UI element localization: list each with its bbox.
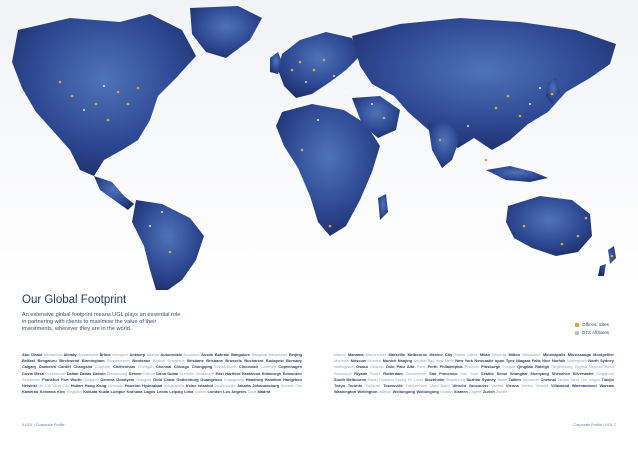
city-name: Shenzhen <box>551 370 570 376</box>
city-name: Denver <box>128 370 142 376</box>
city-name: Bucharest <box>244 358 264 364</box>
city-name: Warsaw <box>599 383 615 389</box>
city-name: Gold Coast <box>153 376 175 382</box>
city-name: Amsterdam <box>77 352 98 357</box>
intro-text: An extensive global footprint means UGL plays an essential role in partnering with clients to maximise the value of their investments, wherever they are in the world. <box>22 312 181 333</box>
city-name: Canberra <box>38 364 56 370</box>
city-name: Budapest <box>265 358 284 364</box>
city-name: Boston <box>152 358 165 364</box>
city-name: Bloemfontein <box>107 358 130 364</box>
city-name: Charlotte <box>94 364 111 370</box>
city-name: Tarra <box>570 376 580 382</box>
city-name: Almaty <box>63 352 77 357</box>
city-name: Zwolle <box>496 389 508 395</box>
city-name: East Hartford <box>215 370 241 376</box>
city-name: Shenyang <box>530 370 549 376</box>
city-name: Abu Dhabi <box>22 352 43 357</box>
city-name: Sacramento <box>405 370 427 376</box>
city-name: Edinburgh <box>261 370 282 376</box>
city-name: Oslo <box>385 364 395 370</box>
city-name: Phoenix <box>464 364 479 370</box>
city-name: Tokyo <box>334 383 346 389</box>
city-name: Belfast <box>22 358 35 364</box>
footer-left: 6 UGL | Corporate Profile <box>22 423 65 427</box>
city-name: Riyadh <box>354 370 368 376</box>
city-name: Cardiff <box>58 364 71 370</box>
city-name: Suzhou <box>466 376 481 382</box>
city-name: Rennes <box>589 364 603 370</box>
city-name: Orlando <box>369 364 384 370</box>
city-name: Johannesburg <box>252 383 280 389</box>
city-name: Rotterdam <box>383 370 403 376</box>
city-name: Philadelphia <box>439 364 463 370</box>
city-name: Nottingham <box>566 358 587 364</box>
city-name: Brisbane <box>206 358 223 364</box>
city-name: Edmonton <box>282 370 302 376</box>
city-name: Ulan Bator <box>429 383 450 389</box>
city-name: Wollongong <box>392 389 416 395</box>
city-name: Bahrain <box>214 352 230 357</box>
city-name: Leipzig <box>169 389 183 395</box>
city-name: Arrington <box>112 352 128 357</box>
city-name: Washington <box>334 389 357 395</box>
city-name: Lima <box>184 389 194 395</box>
city-name: Victoria <box>535 383 549 389</box>
city-name: Reno <box>604 364 615 370</box>
city-name: Detroit <box>143 370 155 376</box>
city-name: Brisbane <box>187 358 204 364</box>
city-name: Basseterre <box>268 352 288 357</box>
city-name: Dubai <box>167 370 179 376</box>
city-name: San José <box>460 370 479 376</box>
city-name: Norfolk <box>551 358 566 364</box>
city-name: Brussels <box>225 358 242 364</box>
city-name: Osaka <box>356 364 368 370</box>
city-name: Glasgow <box>83 376 99 382</box>
city-name: Jacksonville <box>214 383 236 389</box>
city-name: Gothenburg <box>176 376 199 382</box>
city-name: Irvine <box>186 383 197 389</box>
city-name: Houston <box>124 383 141 389</box>
city-name: Madrid <box>257 389 271 395</box>
city-name: Kawerau <box>22 389 39 395</box>
city-name: Mexico City <box>429 352 453 357</box>
city-name: Perth <box>427 364 438 370</box>
city-name: Vienna <box>505 383 519 389</box>
city-name: Bangkok <box>251 352 267 357</box>
city-name: Chennai <box>156 364 172 370</box>
city-name: London <box>207 389 222 395</box>
city-name: Auburndale <box>160 352 183 357</box>
city-name: Paris <box>416 364 426 370</box>
city-name: Niagara Falls <box>516 358 541 364</box>
city-name: St. Louis <box>407 376 424 382</box>
city-name: Sydney <box>481 376 496 382</box>
city-name: Leeds <box>156 389 168 395</box>
city-name: Mississauga <box>567 352 591 357</box>
city-name: Rome <box>370 370 381 376</box>
city-name: Pittsburgh <box>480 364 501 370</box>
city-name: Twickenham <box>405 383 428 389</box>
city-name: Stockholm <box>424 376 445 382</box>
city-name: Vilnius <box>521 383 533 389</box>
city-name: Nice <box>542 358 551 364</box>
city-name: Istanbul <box>198 383 213 389</box>
city-name: Regina <box>574 364 588 370</box>
city-name: Bordeaux <box>132 358 151 364</box>
city-name: Jakarta <box>237 383 251 389</box>
city-name: Chengdu <box>137 364 154 370</box>
city-name: Kelowna <box>39 389 56 395</box>
city-name: Newcastle upon Tyne <box>474 358 515 364</box>
city-name: Hamburg <box>245 376 263 382</box>
city-name: Zurich <box>482 389 495 395</box>
city-name: Tampa <box>557 376 569 382</box>
city-name: Glasgow <box>136 376 152 382</box>
city-name: Chongqing <box>191 364 213 370</box>
city-name: Tamworth <box>522 376 540 382</box>
city-name: Ho Chi Minh City <box>38 383 70 389</box>
city-name: Calgary <box>22 364 37 370</box>
city-name: Los Angeles <box>223 389 247 395</box>
city-name: Bratislava <box>167 358 185 364</box>
city-name: Dandenong <box>107 370 128 376</box>
city-name: Frankfurt <box>42 376 60 382</box>
city-name: Mumbai <box>367 358 382 364</box>
city-name: Atlanta <box>146 352 159 357</box>
legend-affiliates-label: DTZ Affiliates <box>582 330 610 335</box>
city-name: Birchwood <box>59 358 80 364</box>
city-name: Singapore <box>596 370 615 376</box>
city-name: North Sydney <box>588 358 614 364</box>
city-name: Eindhoven <box>22 376 41 382</box>
city-name: Burnaby <box>286 358 302 364</box>
city-name: Vancouver <box>468 383 489 389</box>
city-name: Warrnambool <box>571 383 597 389</box>
city-name: Copenhagen <box>278 364 302 370</box>
city-name: Marseille <box>388 352 406 357</box>
city-name: Kiev <box>57 389 66 395</box>
city-name: Shanghai <box>509 370 528 376</box>
city-name: Alexandria <box>43 352 62 357</box>
city-name: Tallinn <box>508 376 521 382</box>
city-name: Lisbon <box>194 389 207 395</box>
city-name: Seoul <box>496 370 508 376</box>
city-name: Chennai <box>540 376 556 382</box>
city-name: Kingston <box>66 389 82 395</box>
city-name: Villawood <box>551 383 570 389</box>
legend-offices <box>575 322 609 327</box>
city-name: Kolkata <box>83 389 98 395</box>
city-name: Chicago <box>173 364 190 370</box>
city-name: Eastwood <box>241 370 261 376</box>
city-name: Hamilton <box>264 376 282 382</box>
city-name: Darwin <box>92 370 106 376</box>
page-title: Our Global Footprint <box>22 294 127 306</box>
offices-swatch-icon <box>575 323 579 327</box>
city-name: Wuhan <box>440 389 453 395</box>
city-name: Bangalore <box>231 352 251 357</box>
city-name: Miami <box>454 352 465 357</box>
city-name: Dallas <box>79 370 92 376</box>
city-name: Manchester <box>365 352 387 357</box>
city-name: Nanjing <box>397 358 413 364</box>
city-name: Strasbourg <box>445 376 465 382</box>
city-list-right <box>334 352 614 395</box>
city-name: Silverwater <box>572 370 594 376</box>
city-name: Kansas City <box>280 383 302 389</box>
city-name: Malmö <box>334 352 346 357</box>
city-name: Xiamen <box>453 389 468 395</box>
city-name: Zagreb <box>469 389 482 395</box>
city-name: Århus <box>99 352 111 357</box>
city-name: Goodyear <box>116 376 135 382</box>
city-name: Palo Alto <box>396 364 415 370</box>
city-name: Antwerp <box>129 352 146 357</box>
city-name: Courbevoie <box>45 370 66 376</box>
city-name: Cheltenham <box>112 364 136 370</box>
city-name: Lakes <box>467 352 478 357</box>
city-name: Kuala Lumpur <box>98 389 126 395</box>
city-name: Birmingham <box>81 358 105 364</box>
city-name: Milton <box>508 352 520 357</box>
legend-affiliates <box>575 330 609 335</box>
city-name: Lagos <box>143 389 156 395</box>
city-name: Montréal <box>334 358 350 364</box>
affiliates-swatch-icon <box>575 331 579 335</box>
city-name: Kwinana <box>126 389 143 395</box>
city-name: Austin <box>201 352 214 357</box>
city-name: Taipei <box>497 376 508 382</box>
map-legend <box>575 322 609 338</box>
city-name: Wellington <box>357 389 378 395</box>
city-name: Wollongong <box>416 389 439 395</box>
city-name: Richmond <box>334 370 352 376</box>
city-name: Melbourne <box>407 352 428 357</box>
city-name: Utrecht <box>452 383 467 389</box>
city-name: Manama <box>347 352 364 357</box>
city-name: New Delhi <box>435 358 454 364</box>
city-name: Cincinnati <box>239 364 258 370</box>
city-name: Toronto <box>347 383 363 389</box>
footer-right: Corporate Profile | UGL 7 <box>573 423 616 427</box>
city-name: Hobart <box>70 383 84 389</box>
city-name: Honolulu <box>107 383 124 389</box>
heading-block <box>22 294 322 334</box>
city-name: Prague <box>502 364 516 370</box>
city-name: Townsville <box>383 383 403 389</box>
city-name: Indianapolis <box>163 383 185 389</box>
city-name: Seattle <box>481 370 494 376</box>
city-name: Hong Kong <box>84 383 107 389</box>
city-name: Christchurch <box>214 364 237 370</box>
city-name: Regensburg <box>551 364 573 370</box>
city-name: South Melbourne <box>334 376 367 382</box>
city-name: Guangzhou <box>200 376 222 382</box>
city-name: New York <box>455 358 473 364</box>
city-name: Nottingham <box>334 364 354 370</box>
city-name: Hangzhou <box>283 376 302 382</box>
city-name: Hyderabad <box>142 383 163 389</box>
city-name: Costa Mesa <box>22 370 44 376</box>
city-name: Guangdong <box>223 376 244 382</box>
city-name: Vantaa <box>491 383 504 389</box>
city-name: Milwaukee <box>522 352 541 357</box>
city-name: Milperra <box>492 352 507 357</box>
city-name: Changsha <box>73 364 93 370</box>
city-list-left <box>22 352 302 395</box>
city-name: Dunedin <box>179 370 195 376</box>
city-name: Dalian <box>66 370 79 376</box>
city-name: Fort Worth <box>61 376 82 382</box>
city-name: Düsseldorf <box>195 370 215 376</box>
city-name: Toulouse <box>364 383 381 389</box>
city-name: Spring <box>395 376 407 382</box>
city-name: Geneva <box>100 376 115 382</box>
city-name: Munich <box>382 358 397 364</box>
city-name: South Portland <box>367 376 394 382</box>
city-name: Auckland <box>183 352 200 357</box>
city-name: Wilnish <box>378 389 392 395</box>
city-name: Moscow <box>350 358 366 364</box>
city-name: Doha <box>156 370 166 376</box>
city-name: Raleigh <box>535 364 550 370</box>
city-name: Tianjin <box>601 376 614 382</box>
city-name: Minneapolis <box>542 352 566 357</box>
city-name: San Francisco <box>429 370 458 376</box>
city-name: Milan <box>479 352 490 357</box>
legend-offices-label: Offices, Sites <box>582 322 609 327</box>
city-name: Montpellier <box>593 352 614 357</box>
city-name: Qingdao <box>517 364 533 370</box>
city-name: Neutral Bay <box>413 358 435 364</box>
city-name: Beijing <box>289 352 303 357</box>
city-name: The Hague <box>580 376 601 382</box>
city-name: Bengaluru <box>37 358 57 364</box>
city-name: Lyon <box>247 389 257 395</box>
city-name: Coventry <box>260 364 276 370</box>
city-name: Helsinki <box>22 383 37 389</box>
